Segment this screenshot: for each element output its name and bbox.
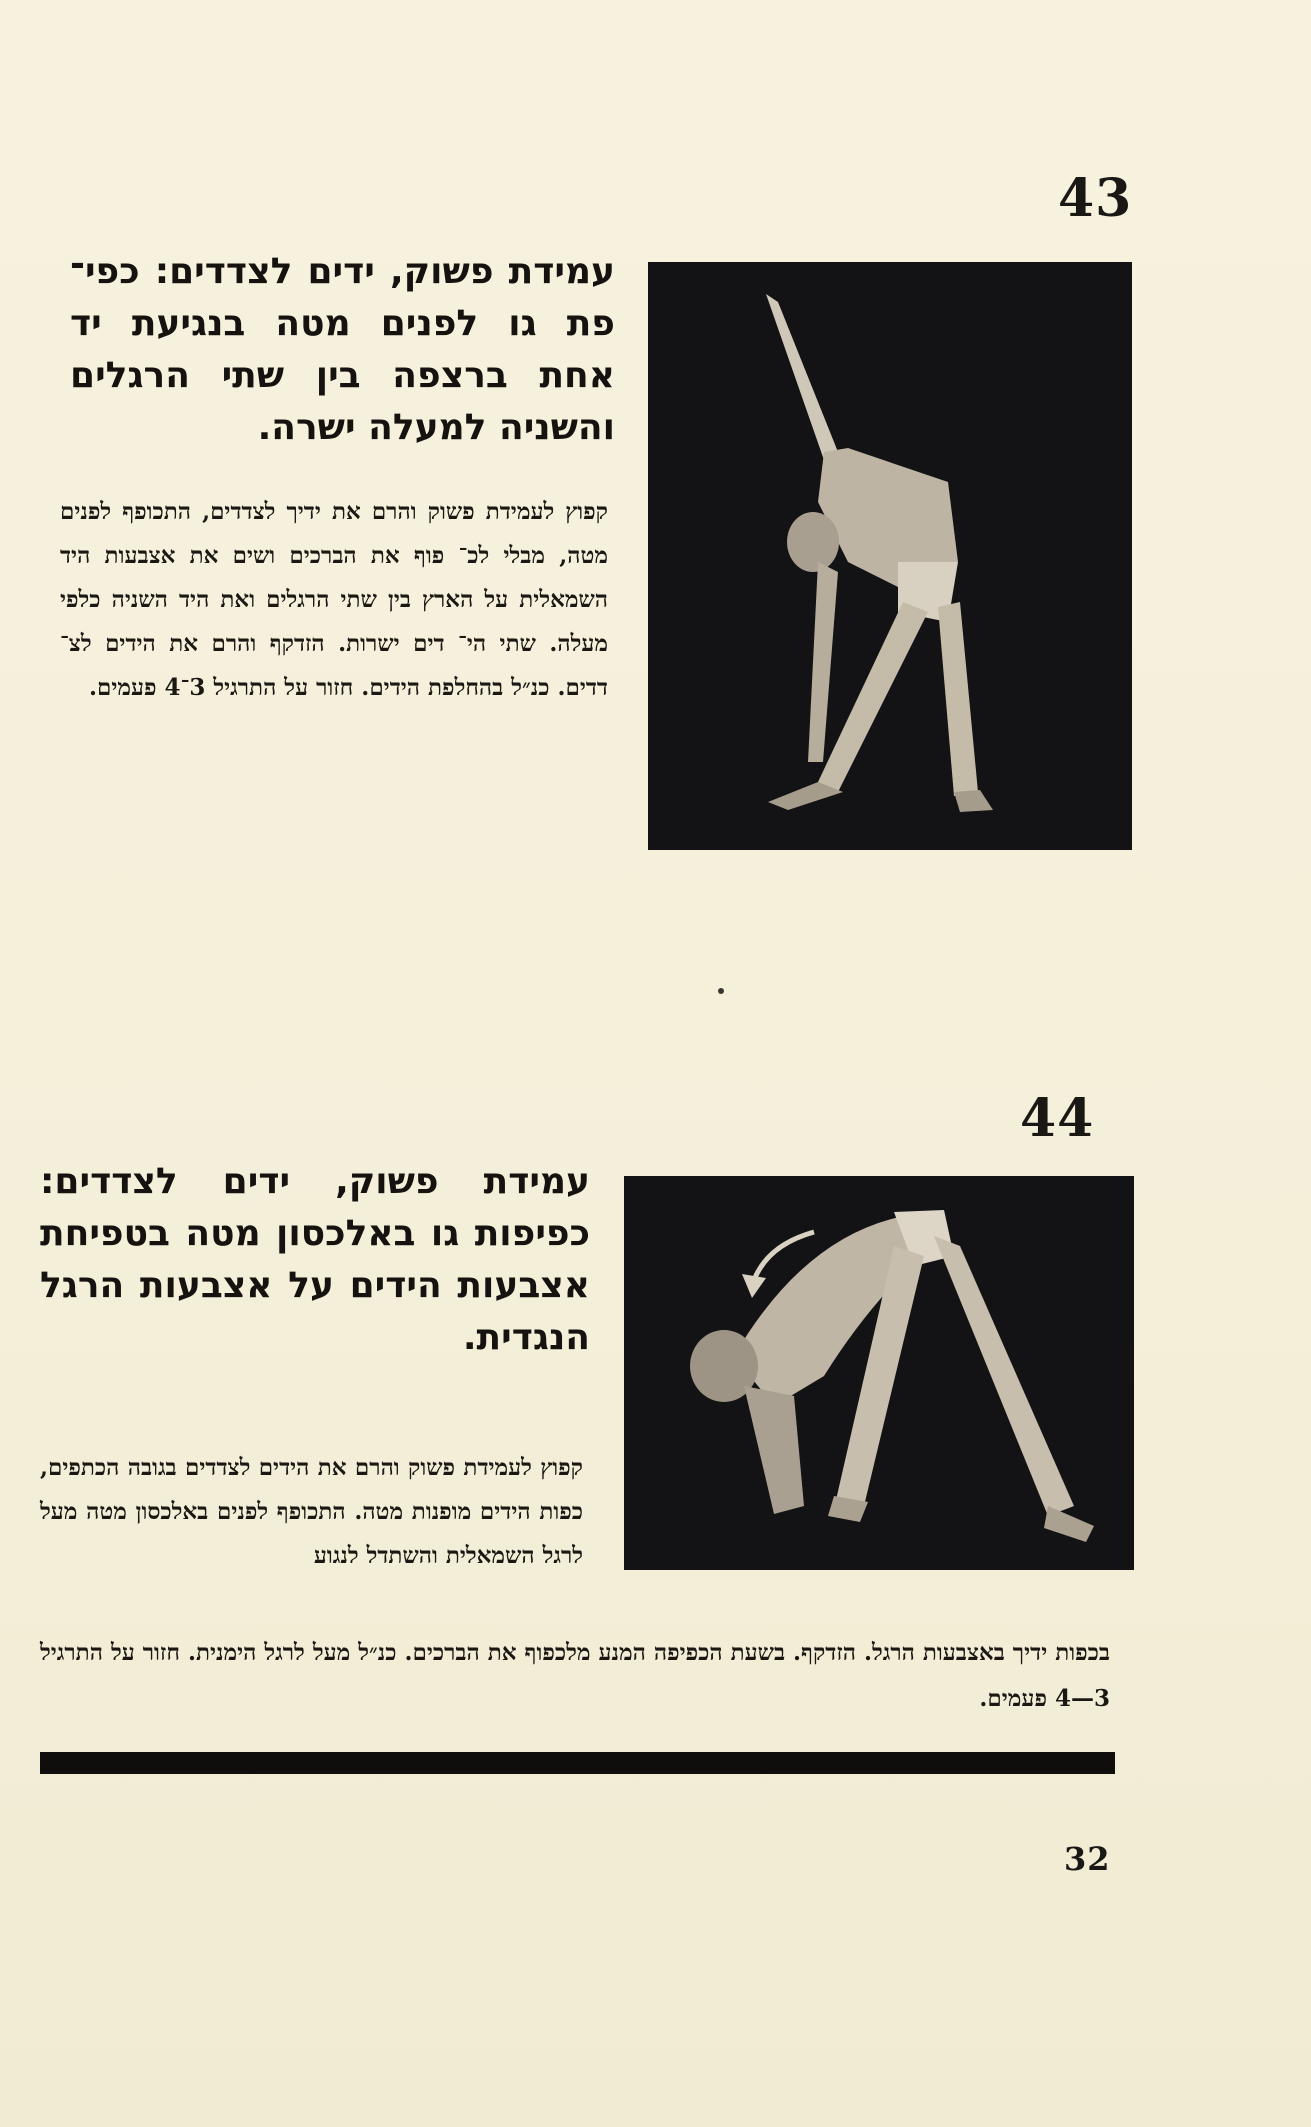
page-number: 32 <box>1064 1840 1111 1878</box>
exercise-44-body-continued: בכפות ידיך באצבעות הרגל. הזדקף. בשעת הכפיפה המנע מלכפוף את הברכים. כנ״ל מעל לרגל הימנית. חזור על התרגיל 3—4 פעמים. <box>40 1639 1110 1712</box>
exercise-44-body: קפוץ לעמידת פשוק והרם את הידים לצדדים בגובה הכתפים, כפות הידים מופנות מטה. התכופף לפנים באלכסון מטה מעל לרגל השמאלית והשתדל לנגוע <box>40 1454 583 1569</box>
exercise-44-photo <box>624 1176 1134 1570</box>
exercise-43-body: קפוץ לעמידת פשוק והרם את ידיך לצדדים, התכופף לפנים מטה, מבלי לכ־ פוף את הברכים ושים את אצבעות היד השמאלית על הארץ בין שתי הרגלים ואת היד השניה כלפי מעלה. שתי הי־ דים ישרות. הזדקף והרם את הידים לצ־ דדים. כנ״ל בהחלפת הידים. חזור על התרגיל 3־4 פעמים. <box>60 498 608 701</box>
divider-rule <box>40 1752 1115 1774</box>
exercise-44-heading: עמידת פשוק, ידים לצדדים: כפיפות גו באלכסון מטה בטפיחת אצבעות הידים על אצבעות הרגל הנגדית. <box>40 1161 590 1358</box>
exercise-number-43: 43 <box>1058 168 1133 229</box>
exercise-number-44: 44 <box>1020 1088 1095 1149</box>
toe-touch-figure-image <box>624 1176 1134 1570</box>
side-bend-figure-image <box>648 262 1132 850</box>
ink-speck <box>718 988 724 994</box>
exercise-43-photo <box>648 262 1132 850</box>
exercise-43-heading: עמידת פשוק, ידים לצדדים: כפי־ פת גו לפנים מטה בנגיעת יד אחת ברצפה בין שתי הרגלים והשניה למעלה ישרה. <box>70 251 615 448</box>
